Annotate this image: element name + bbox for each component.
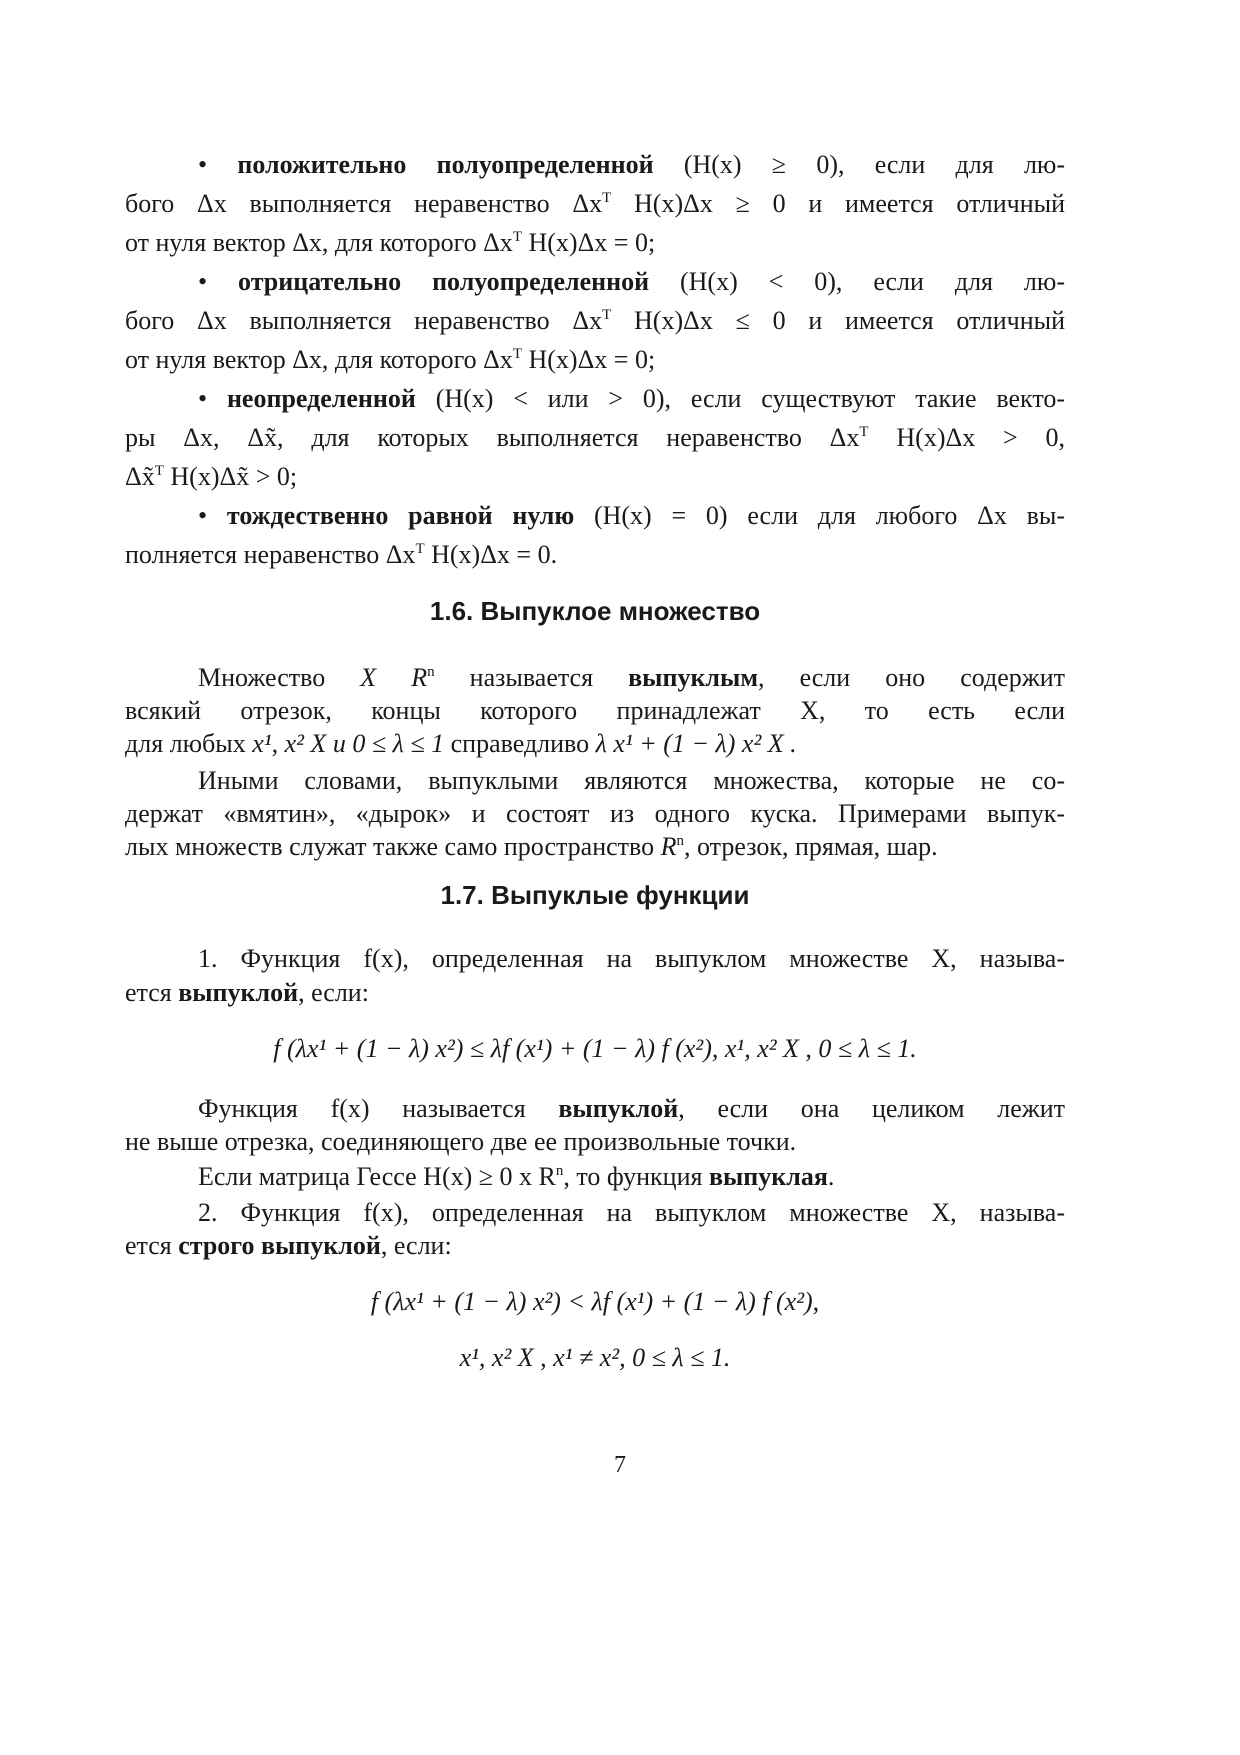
condition-text: (H(x) < 0), если для лю- (679, 267, 1065, 296)
bullet-2-line-2 (125, 304, 1065, 338)
text: H(x)Δx > 0, (896, 423, 1066, 452)
text: H(x)Δx = 0; (528, 228, 656, 257)
convex-set-def-line-3 (125, 727, 1065, 761)
math-expression: λ x¹ + (1 − λ) x² X . (595, 729, 797, 758)
term-convex-function: выпуклой (178, 978, 299, 1007)
text: , если она целиком лежит (678, 1094, 1066, 1123)
convex-func-equation: f (λx¹ + (1 − λ) x²) ≤ λf (x¹) + (1 − λ) f (x²), x¹, x² X , 0 ≤ λ ≤ 1. (273, 1034, 917, 1063)
text: , то функция (563, 1162, 703, 1191)
condition-text: (H(x) ≥ 0), если для лю- (683, 150, 1066, 179)
text: лых множеств служат также само пространство (125, 832, 655, 861)
bullet-marker: • (198, 150, 208, 179)
bullet-3-line-3 (125, 460, 1065, 494)
term-convex: выпуклым (628, 663, 759, 692)
text: Если матрица Гессе H(x) ≥ 0 x R (198, 1162, 556, 1191)
term-indefinite: неопределенной (226, 384, 416, 413)
superscript: n (555, 1163, 564, 1179)
superscript: T (602, 307, 612, 323)
convex-set-def-line-2: всякий отрезок, концы которого принадлежат X, то есть если (125, 696, 1065, 725)
text: бого Δx выполняется неравенство Δx (125, 306, 603, 335)
math-expression: x¹, x² X и 0 ≤ λ ≤ 1 (252, 729, 445, 758)
text: , отрезок, прямая, шар. (684, 832, 938, 861)
bullet-1-line-2 (125, 187, 1065, 221)
text: H(x)Δx ≤ 0 и имеется отличный (634, 306, 1065, 335)
term-convex-function: выпуклой (558, 1094, 679, 1123)
superscript: n (427, 664, 435, 680)
strict-convex-def-line-1: 2. Функция f(x), определенная на выпуклом множестве X, называ- (198, 1198, 1065, 1227)
bullet-1-line-1 (198, 148, 1065, 182)
term-identically-zero: тождественно равной нулю (226, 501, 575, 530)
bullet-4-line-2 (125, 538, 1065, 572)
text: . (827, 1162, 835, 1191)
math-var: R (660, 832, 677, 861)
text: полняется неравенство Δx (125, 540, 416, 569)
hesse-condition-line (198, 1160, 1065, 1194)
text: справедливо (450, 729, 590, 758)
superscript: T (602, 190, 612, 206)
superscript: n (676, 833, 685, 849)
bullet-marker: • (198, 267, 208, 296)
convex-set-def-line-1 (198, 661, 1065, 695)
convex-set-para2-line-2: держат «вмятин», «дырок» и состоят из одного куска. Примерами выпук- (125, 799, 1065, 828)
bullet-4-line-1 (198, 499, 1065, 533)
text: бого Δx выполняется неравенство Δx (125, 189, 603, 218)
text: H(x)Δx = 0. (431, 540, 558, 569)
text: H(x)Δx̃ > 0; (170, 462, 298, 491)
text: Множество (198, 663, 326, 692)
text: ры Δx, Δx̃, для которых выполняется неравенство Δx (125, 423, 860, 452)
strict-convex-equation-2: x¹, x² X , x¹ ≠ x², 0 ≤ λ ≤ 1. (459, 1343, 731, 1372)
convex-func-desc-line-2: не выше отрезка, соединяющего две ее произвольные точки. (125, 1127, 797, 1156)
text: от нуля вектор Δx, для которого Δx (125, 345, 513, 374)
bullet-3-line-1 (198, 382, 1065, 416)
section-heading-1-6: 1.6. Выпуклое множество (429, 596, 761, 626)
bullet-2-line-3 (125, 343, 1065, 377)
text: ется (125, 1231, 172, 1260)
condition-text: (H(x) = 0) если для любого Δx вы- (593, 501, 1066, 530)
text: , если оно содержит (758, 663, 1066, 692)
math-var: X (360, 663, 377, 692)
page-number: 7 (614, 1452, 626, 1478)
convex-func-desc-line-1 (198, 1092, 1065, 1126)
bullet-2-line-1 (198, 265, 1065, 299)
bullet-1-line-3 (125, 226, 1065, 260)
bullet-marker: • (198, 501, 208, 530)
strict-convex-equation-1: f (λx¹ + (1 − λ) x²) < λf (x¹) + (1 − λ) f (x²), (370, 1287, 820, 1316)
text: H(x)Δx = 0; (528, 345, 656, 374)
term-convex: выпуклая (708, 1162, 828, 1191)
text: H(x)Δx ≥ 0 и имеется отличный (634, 189, 1065, 218)
superscript: T (415, 541, 425, 557)
text: называется (469, 663, 594, 692)
text: Функция f(x) называется (198, 1094, 526, 1123)
condition-text: (H(x) < или > 0), если существуют такие векто- (435, 384, 1066, 413)
superscript: T (154, 463, 164, 479)
convex-func-def-line-2 (125, 976, 1065, 1010)
convex-set-para2-line-1: Иными словами, выпуклыми являются множества, которые не со- (198, 766, 1065, 795)
text: для любых (125, 729, 246, 758)
convex-set-para2-line-3 (125, 830, 1065, 864)
superscript: T (512, 346, 522, 362)
text: Δx̃ (125, 462, 155, 491)
convex-func-def-line-1: 1. Функция f(x), определенная на выпуклом множестве X, называ- (198, 944, 1065, 973)
text: от нуля вектор Δx, для которого Δx (125, 228, 513, 257)
strict-convex-def-line-2 (125, 1229, 1065, 1263)
math-var: R (411, 663, 428, 692)
text: , если: (298, 978, 369, 1007)
superscript: T (859, 424, 869, 440)
text: , если: (380, 1231, 452, 1260)
section-heading-1-7: 1.7. Выпуклые функции (440, 880, 750, 910)
superscript: T (512, 229, 522, 245)
term-positive-semidefinite: положительно полуопределенной (237, 150, 654, 179)
bullet-marker: • (198, 384, 208, 413)
bullet-3-line-2 (125, 421, 1065, 455)
text: ется (125, 978, 172, 1007)
term-negative-semidefinite: отрицательно полуопределенной (238, 267, 650, 296)
term-strictly-convex: строго выпуклой (178, 1231, 381, 1260)
